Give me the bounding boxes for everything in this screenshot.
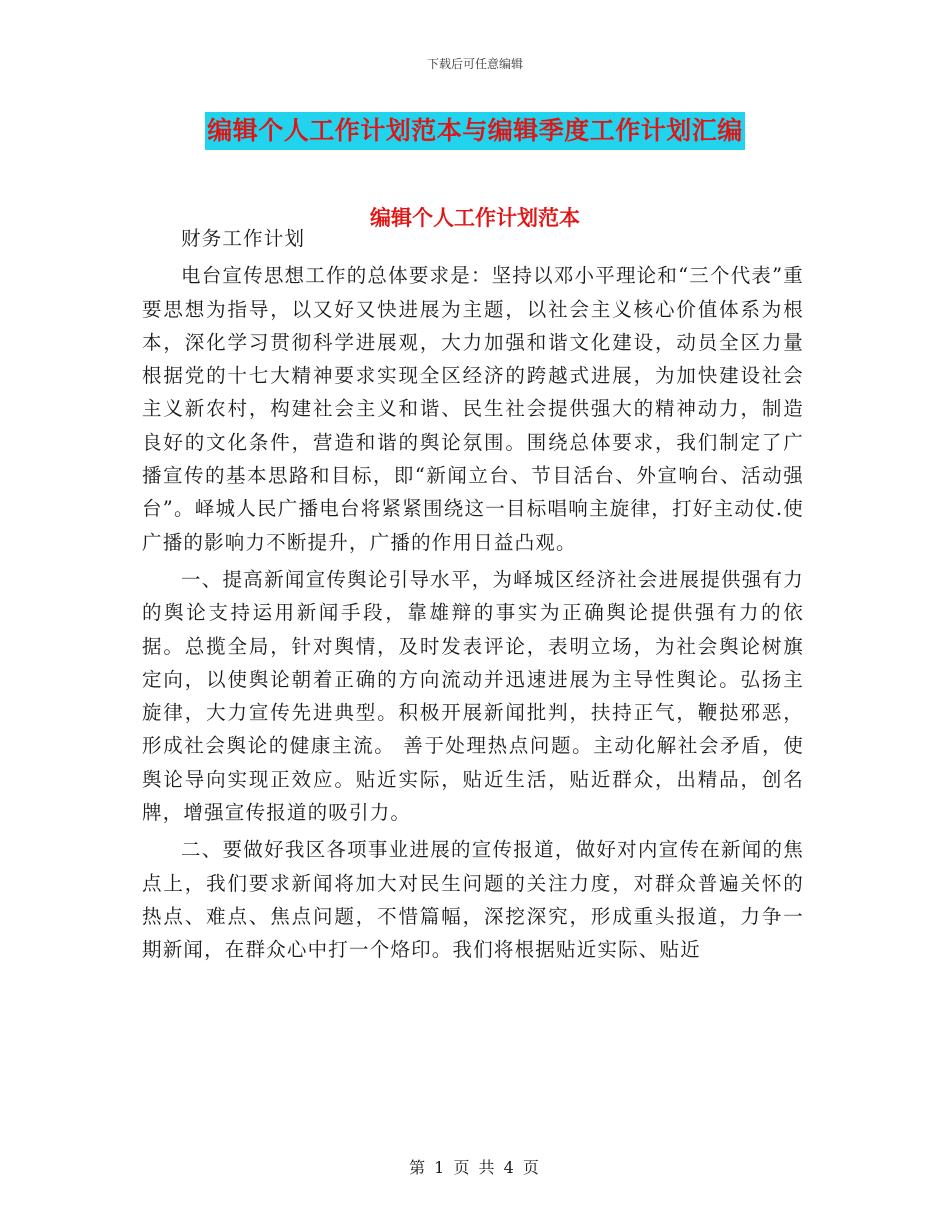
page-footer: 第 1 页 共 4 页: [409, 1158, 541, 1177]
paragraph: 电台宣传思想工作的总体要求是：坚持以邓小平理论和“三个代表”重要思想为指导，以又好又快进展为主题，以社会主义核心价值体系为根本，深化学习贯彻科学进展观，大力加强和谐文化建设，动员全区力量根据党的十七大精神要求实现全区经济的跨越式进展，为加快建设社会主义新农村，构建社会主义和谐、民生社会提供强大的精神动力，制造良好的文化条件，营造和谐的舆论氛围。围绕总体要求，我们制定了广播宣传的基本思路和目标，即“新闻立台、节目活台、外宣响台、活动强台”。峄城人民广播电台将紧紧围绕这一目标唱响主旋律，打好主动仗.使广播的影响力不断提升，广播的作用日益凸观。: [142, 264, 804, 554]
paragraph-heading: 财务工作计划: [181, 227, 306, 250]
main-title-wrap: [0, 112, 950, 150]
body-text: [142, 222, 804, 967]
paragraph: 二、要做好我区各项事业进展的宣传报道，做好对内宣传在新闻的焦点上，我们要求新闻将加大对民生问题的关注力度，对群众普遍关怀的热点、难点、焦点问题，不惜篇幅，深挖深究，形成重头报道，力争一期新闻，在群众心中打一个烙印。我们将根据贴近实际、贴近: [142, 838, 804, 962]
header-note: 下载后可任意编辑: [426, 57, 523, 71]
main-title: 编辑个人工作计划范本与编辑季度工作计划汇编: [205, 112, 745, 150]
paragraph: 一、提高新闻宣传舆论引导水平，为峄城区经济社会进展提供强有力的舆论支持运用新闻手段，靠雄辩的事实为正确舆论提供强有力的依据。总揽全局，针对舆情，及时发表评论，表明立场，为社会舆论树旗定向，以使舆论朝着正确的方向流动并迅速进展为主导性舆论。弘扬主旋律，大力宣传先进典型。积极开展新闻批判，扶持正气，鞭挞邪恶，形成社会舆论的健康主流。 善于处理热点问题。主动化解社会矛盾，使舆论导向实现正效应。贴近实际，贴近生活，贴近群众，出精品，创名牌，增强宣传报道的吸引力。: [142, 567, 804, 825]
subtitle: 编辑个人工作计划范本: [370, 206, 580, 230]
